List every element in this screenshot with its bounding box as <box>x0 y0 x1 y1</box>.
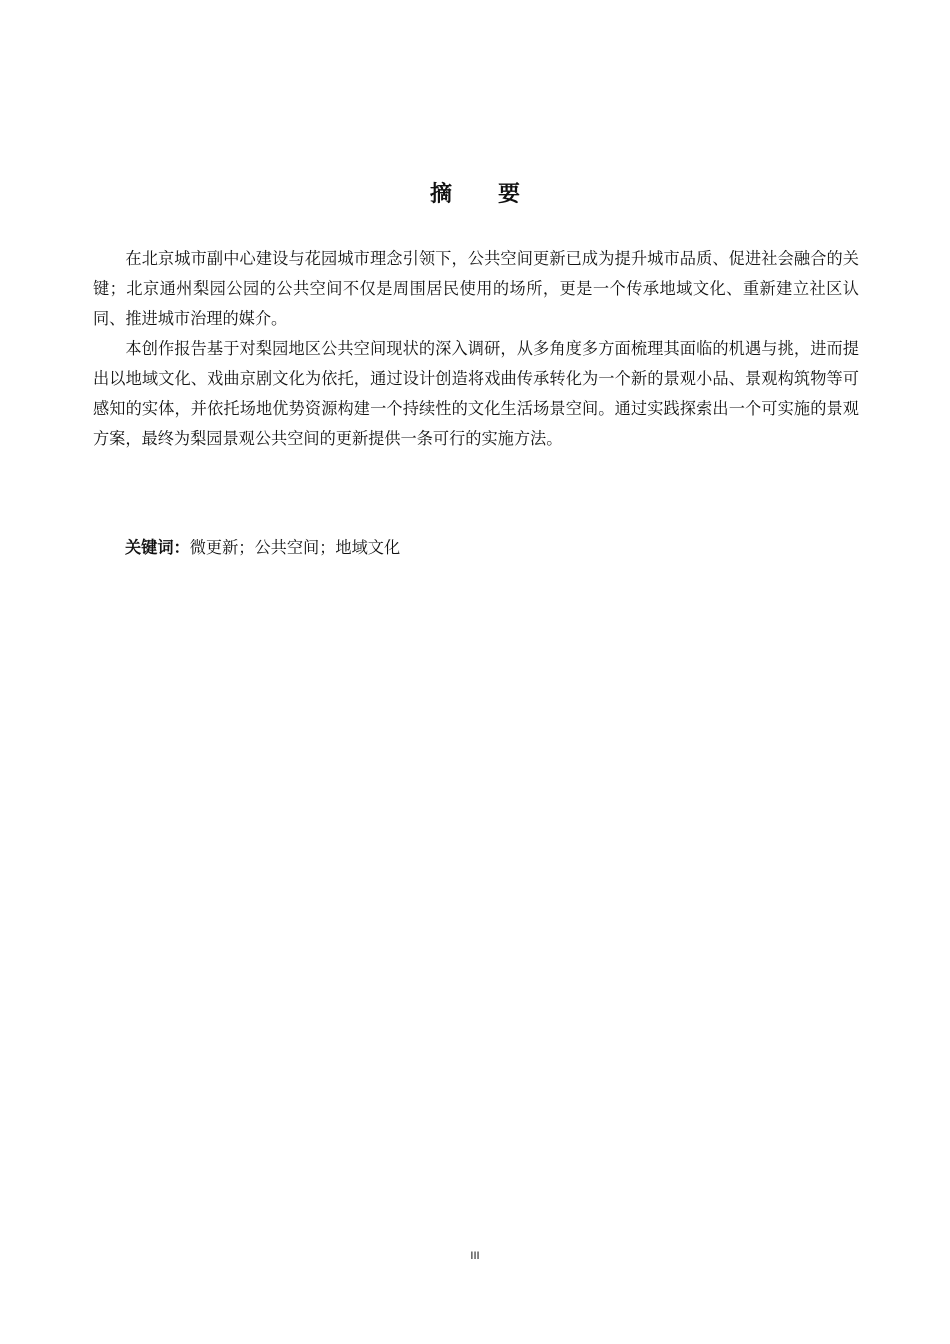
keywords-text: 微更新；公共空间；地域文化 <box>189 538 401 557</box>
abstract-title-char-2: 要 <box>498 182 521 207</box>
keywords-line <box>125 533 859 563</box>
abstract-body <box>93 244 859 454</box>
keywords-label: 关键词： <box>125 538 190 557</box>
page-number: III <box>470 1250 480 1262</box>
abstract-paragraph-2: 本创作报告基于对梨园地区公共空间现状的深入调研，从多角度多方面梳理其面临的机遇与挑，进而提出以地域文化、戏曲京剧文化为依托，通过设计创造将戏曲传承转化为一个新的景观小品、景观构筑物等可感知的实体，并依托场地优势资源构建一个持续性的文化生活场景空间。通过实践探索出一个可实施的景观方案，最终为梨园景观公共空间的更新提供一条可行的实施方法。 <box>93 339 859 448</box>
abstract-title <box>0 178 950 212</box>
abstract-title-char-1: 摘 <box>429 182 452 207</box>
abstract-paragraph-1: 在北京城市副中心建设与花园城市理念引领下，公共空间更新已成为提升城市品质、促进社会融合的关键；北京通州梨园公园的公共空间不仅是周围居民使用的场所，更是一个传承地域文化、重新建立社区认同、推进城市治理的媒介。 <box>93 249 859 328</box>
